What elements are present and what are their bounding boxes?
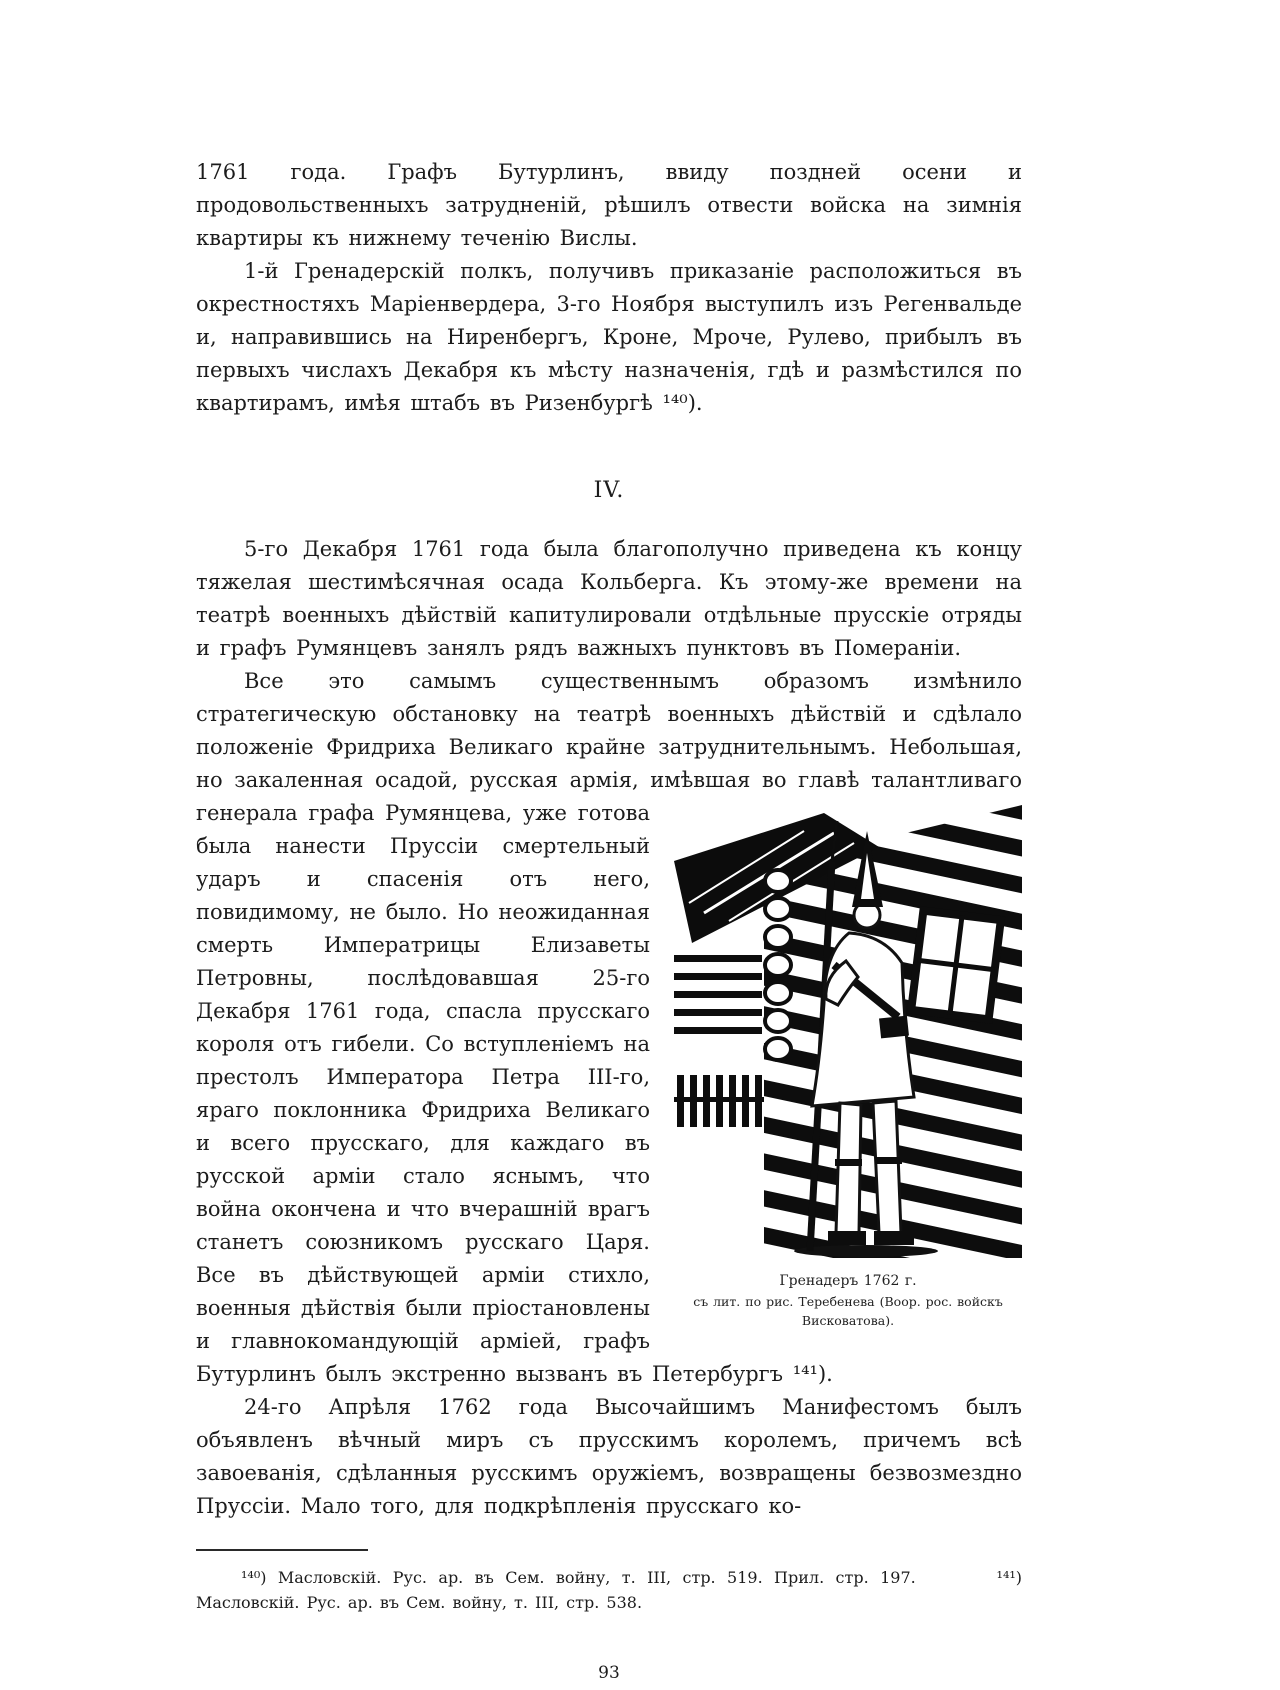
figure-caption-credit-line2: Висковатова). [801, 1313, 895, 1328]
section-heading: IV. [593, 478, 625, 503]
paragraph-continuation: 1761 года. Графъ Бутурлинъ, ввиду поздней осени и продовольственныхъ затрудненій, рѣшилъ отвести войска на зимнія квартиры къ нижнему теченію Вислы. [196, 160, 1022, 250]
footnote-separator [196, 1549, 368, 1551]
paragraph-manifesto: 24-го Апрѣля 1762 года Высочайшимъ Манифестомъ былъ объявленъ вѣчный миръ съ прусскимъ королемъ, причемъ всѣ завоеванія, сдѣланныя русскимъ оружіемъ, возвращены безвозмездно Пруссіи. Мало того, для подкрѣпленія прусскаго ко- [196, 1395, 1022, 1518]
side-wall [674, 955, 762, 1034]
paragraph-grenadier-regiment: 1-й Гренадерскій полкъ, получивъ приказаніе расположиться въ окрестностяхъ Маріенвердера, 3-го Ноября выступилъ изъ Регенвальде и, направившись на Ниренбергъ, Кроне, Мроче, Рулево, прибылъ въ первыхъ числахъ Декабря къ мѣсту назначенія, гдѣ и размѣстился по квартирамъ, имѣя штабъ въ Ризенбургѣ ¹⁴⁰). [196, 259, 1022, 415]
paragraph-strategic-situation [196, 665, 1022, 1391]
paragraph-kolberg-siege: 5-го Декабря 1761 года была благополучно приведена къ концу тяжелая шестимѣсячная осада Кольберга. Къ этому-же времени на театрѣ военныхъ дѣйствій капитулировали отдѣльные прусскіе отряды и графъ Румянцевъ занялъ рядъ важныхъ пунктовъ въ Помераніи. [196, 537, 1022, 660]
footnote-140: ¹⁴⁰) Масловскій. Рус. ар. въ Сем. войну, т. III, стр. 519. Прил. стр. 197. [241, 1568, 916, 1587]
grenadier-illustration [674, 803, 1022, 1258]
picket-fence [674, 1075, 764, 1127]
paragraph-text-after-figure: во главѣ талантливаго генерала графа Румянцева, уже готова была нанести Пруссіи смертельный ударъ и спасенія отъ него, повидимому, не было. Но неожиданная смерть Императрицы Елизаветы Петровны, послѣдовавшая 25-го Декабря 1761 года, спасла прусскаго короля отъ гибели. Со вступленіемъ на престолъ Императора Петра III-го, яраго поклонника Фридриха Великаго и всего прусскаго, для каждаго въ русской арміи стало яснымъ, что война окончена и что вчерашній врагъ станетъ союзникомъ русскаго Царя. Все въ дѣйствующей арміи стихло, военныя дѣйствія были пріостановлены и главнокомандующій арміей, графъ Бутурлинъ былъ экстренно вызванъ въ Петербургъ ¹⁴¹). [196, 768, 1023, 1386]
footnotes [196, 1565, 1022, 1615]
paragraph-text-before-figure: Все это самымъ существеннымъ образомъ измѣнило стратегическую обстановку на театрѣ военныхъ дѣйствій и сдѣлало положеніе Фридриха Великаго крайне затруднительнымъ. Небольшая, но закаленная осадой, русская армія, имѣвшая [196, 669, 1022, 792]
figure-caption-title: Гренадеръ 1762 г. [779, 1273, 917, 1289]
footnote-141: ¹⁴¹) Масловскій. Рус. ар. въ Сем. войну, т. III, стр. 538. [196, 1568, 1023, 1612]
window [911, 911, 1001, 1020]
grenadier-figure [674, 803, 1022, 1330]
figure-caption-credit-line1: съ лит. по рис. Теребенева (Воор. рос. войскъ [693, 1294, 1003, 1309]
page-number: 93 [598, 1663, 620, 1683]
